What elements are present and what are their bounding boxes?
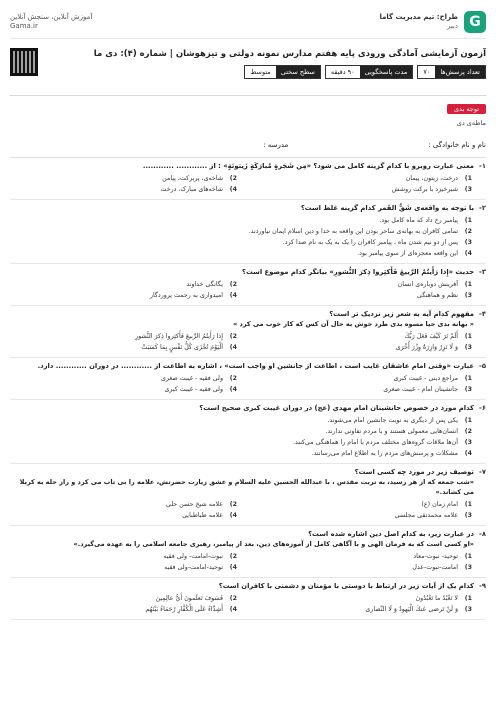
answer-option[interactable] <box>245 551 472 562</box>
option-number: 4) <box>229 564 237 571</box>
option-text: وَ لَا تَزِرُ وَازِرَةٌ وِزْرَ أُخْرَى <box>395 344 458 351</box>
question-text: کدام یک از آیات زیر در ارتباط با دوستی با مؤمنان و دشمنی با کافران است؟ <box>218 582 474 590</box>
answer-option[interactable] <box>245 173 472 184</box>
answer-option[interactable] <box>10 373 237 384</box>
option-text: علامه محمدتقی مجلسی <box>394 512 458 519</box>
question-quote: «او کسی است که به فرمان الهی و با آگاهی کامل از آموزه‌های دین، بعد از پیامبر، رهبری جامعه اسلامی را به عهده می‌گیرد.» <box>73 540 474 548</box>
answer-option[interactable] <box>10 173 237 184</box>
option-number: 2) <box>229 281 237 288</box>
option-text: پس از دو نیم شدن ماه ، پیامبر کافران را یک به یک به نام صدا کرد. <box>282 239 458 246</box>
option-number: 4) <box>229 344 237 351</box>
option-text: انسان‌هایی معمولی هستند و با مردم تفاوتی ندارند. <box>325 428 458 435</box>
question-text: در عبارت زیر، به کدام اصل دین اشاره شده است؟ <box>308 530 474 538</box>
option-text: علامه طباطبایی <box>182 512 223 519</box>
answer-option[interactable] <box>10 384 237 395</box>
answer-option[interactable] <box>245 604 472 615</box>
gama-logo-icon: G <box>464 11 486 33</box>
question-item <box>10 264 486 306</box>
option-list <box>10 331 486 353</box>
question-number: ۷- <box>479 468 486 476</box>
question-text: عبارت «وقتی امام عاشقان غایب است ، اطاعت از جانشین او واجب است» ، اشاره به اطاعت از ............ در دوران ............ دارد. <box>37 362 474 370</box>
academy-line1: آموزش آنلاین، سنجش آنلاین <box>10 13 93 21</box>
question-item <box>10 158 486 200</box>
question-item <box>10 200 486 264</box>
option-number: 3) <box>464 186 472 193</box>
question-item <box>10 358 486 400</box>
academy-info <box>10 13 92 31</box>
option-text: ولی فقیه - غیبت صغری <box>160 375 223 382</box>
option-number: 4) <box>229 186 237 193</box>
answer-option[interactable] <box>10 279 237 290</box>
option-text: یگانگی خداوند <box>186 281 223 288</box>
answer-option[interactable] <box>10 604 237 615</box>
question-number: ۵- <box>479 362 486 370</box>
question-quote: « بهانه بدی حیا مسوه بدی طرد خوش به حال آن کس که کار خوب می کرد » <box>233 320 474 328</box>
option-text: اَلْيَوْمَ تُجْزَى كُلُّ نَفْسٍ بِمَا كَسَبَتْ <box>141 344 223 351</box>
option-number: 1) <box>464 595 472 602</box>
option-text: أَشِدَّاءُ عَلَى الْكُفَّارِ رُحَمَاءُ بَيْنَهُم <box>145 606 223 613</box>
option-text: شاخه‌ی، پربرکت، پیامن <box>162 175 223 182</box>
option-list <box>10 215 486 259</box>
option-text: مراجع دینی - غیبت کبری <box>393 375 458 382</box>
option-number: 1) <box>464 175 472 182</box>
option-text: جانشینان امام - غیبت صغری <box>383 386 458 393</box>
option-number: 3) <box>464 292 472 299</box>
option-number: 4) <box>464 250 472 257</box>
option-text: توحید-امامت-ولی فقیه <box>164 564 223 571</box>
option-text: امیدواری به رحمت پروردگار <box>149 292 223 299</box>
exam-title: آزمون آزمایشی آمادگی ورودی پایه هفتم مدارس نمونه دولتی و تیزهوشان | شماره (۴): دی ما <box>93 49 486 59</box>
divider <box>10 95 486 96</box>
option-number: 3) <box>464 439 472 446</box>
note-badge: توجه بدی <box>447 104 486 114</box>
tag-difficulty: سطح سختی متوسط <box>244 65 320 79</box>
answer-option[interactable] <box>245 499 472 510</box>
option-list <box>10 593 486 615</box>
question-item <box>10 464 486 526</box>
answer-option[interactable] <box>245 562 472 573</box>
answer-option[interactable] <box>245 342 472 353</box>
tag-question-count: تعداد پرسش‌ها ۷۰ <box>417 65 486 79</box>
answer-option[interactable] <box>10 248 472 259</box>
option-text: فَسَوفَ تَعلَمونَ أَيُّ عالِمِينَ <box>155 595 223 602</box>
question-item <box>10 400 486 464</box>
option-text: وَ لَنْ تَرضى عَنكَ الْيَهودُ وَ لَا النَّصارى <box>365 606 458 613</box>
option-number: 1) <box>464 553 472 560</box>
answer-option[interactable] <box>10 437 472 448</box>
question-item <box>10 578 486 620</box>
option-text: امام زمان (ع) <box>421 501 458 508</box>
option-list <box>10 499 486 521</box>
option-text: نظم و هماهنگی <box>417 292 458 299</box>
answer-option[interactable] <box>10 342 237 353</box>
option-number: 4) <box>464 450 472 457</box>
school-label: مدرسه : <box>263 141 289 149</box>
option-number: 3) <box>464 239 472 246</box>
option-list <box>10 415 486 459</box>
option-number: 2) <box>229 595 237 602</box>
option-text: أَلَمْ تَرَ كَيْفَ فَعَلَ رَبُّكَ <box>404 333 458 340</box>
option-text: ولی فقیه - غیبت کبری <box>164 386 223 393</box>
option-text: علامه شیخ حسن حلی <box>165 501 223 508</box>
option-number: 2) <box>464 228 472 235</box>
option-number: 1) <box>464 375 472 382</box>
option-text: شاخه‌های مبارک، درخت <box>160 186 223 193</box>
student-info <box>10 141 486 158</box>
option-number: 3) <box>464 512 472 519</box>
answer-option[interactable] <box>245 331 472 342</box>
answer-option[interactable] <box>245 290 472 301</box>
option-list <box>10 173 486 195</box>
option-number: 3) <box>464 564 472 571</box>
option-number: 2) <box>229 501 237 508</box>
answer-option[interactable] <box>10 499 237 510</box>
option-list <box>10 373 486 395</box>
option-number: 3) <box>464 606 472 613</box>
option-list <box>10 551 486 573</box>
answer-option[interactable] <box>10 226 472 237</box>
question-text: کدام مورد در خصوص جانشینان امام مهدی (عج) در دوران غیبت کبری صحیح است؟ <box>199 404 474 412</box>
option-number: 2) <box>229 175 237 182</box>
answer-option[interactable] <box>245 184 472 195</box>
answer-option[interactable] <box>10 510 237 521</box>
answer-option[interactable] <box>10 426 472 437</box>
answer-option[interactable] <box>10 448 472 459</box>
question-text: مفهوم کدام آیه به شعر زیر نزدیک تر است؟ <box>329 310 474 318</box>
option-text: این واقعه معجزه‌ای از سوی پیامبر بود. <box>357 250 458 257</box>
answer-option[interactable] <box>10 551 237 562</box>
question-text: حدیث «إِذا رَأَيتُمُ الرَّبيعَ فَأَكثِروا ذِكرَ النُّشورِ» بیانگر کدام موضوع است؟ <box>242 268 474 276</box>
option-number: 1) <box>464 417 472 424</box>
option-text: پیامبر رخ داد که ماه کامل بود. <box>379 217 458 224</box>
note-text: ماطه‌ی دی <box>456 119 486 127</box>
option-text: آن‌ها ملاقات گروه‌های مختلف مردم با امام را هماهنگی می‌کنند. <box>292 439 458 446</box>
option-number: 3) <box>464 386 472 393</box>
answer-option[interactable] <box>10 415 472 426</box>
option-number: 1) <box>464 333 472 340</box>
answer-option[interactable] <box>10 237 472 248</box>
option-number: 2) <box>229 333 237 340</box>
option-number: 2) <box>464 428 472 435</box>
option-number: 2) <box>229 375 237 382</box>
answer-option[interactable] <box>245 384 472 395</box>
answer-option[interactable] <box>10 184 237 195</box>
qr-code-icon[interactable] <box>10 48 38 76</box>
question-list <box>10 158 486 620</box>
answer-option[interactable] <box>10 215 472 226</box>
answer-option[interactable] <box>245 279 472 290</box>
question-number: ۹- <box>479 582 486 590</box>
option-text: درخت، زیتون، پیمان <box>405 175 458 182</box>
option-list <box>10 279 486 301</box>
answer-option[interactable] <box>245 510 472 521</box>
question-text: با توجه به واقعه‌ی شَقُّ القَمر کدام گزینه غلط است؟ <box>300 204 474 212</box>
answer-option[interactable] <box>245 593 472 604</box>
option-text: امامت-نبوت-عدل <box>412 564 458 571</box>
brand-sub: دبیر <box>446 22 458 30</box>
option-text: یکی پس از دیگری به نوبت جانشین امام می‌شوند. <box>327 417 458 424</box>
answer-option[interactable] <box>10 331 237 342</box>
answer-option[interactable] <box>10 593 237 604</box>
option-number: 4) <box>229 386 237 393</box>
question-text: توصیف زیر در مورد چه کسی است؟ <box>354 468 474 476</box>
question-number: ۲- <box>479 204 486 212</box>
option-text: إِذا رَأَيتُمُ الرَّبيعَ فَأَكثِروا ذِكرَ النُّشورِ <box>135 333 223 340</box>
option-number: 1) <box>464 217 472 224</box>
question-number: ۸- <box>479 530 486 538</box>
question-text: معنی عبارت روبرو با کدام گزینه کامل می شود؟ «مِن شَجَرةٍ مُبارَكَةٍ زَيتونَةٍ» : از ............ ............ <box>142 162 474 170</box>
question-number: ۱- <box>479 162 486 170</box>
option-number: 2) <box>229 553 237 560</box>
question-item <box>10 526 486 578</box>
page-header <box>10 6 486 39</box>
answer-option[interactable] <box>10 562 237 573</box>
option-number: 3) <box>464 344 472 351</box>
answer-option[interactable] <box>245 373 472 384</box>
academy-line2[interactable]: Gama.ir <box>10 22 38 30</box>
option-text: شیرخیزد با برکت روشش <box>391 186 458 193</box>
option-text: مشکلات و پرسش‌های مردم را به اطلاع امام می‌رسانند. <box>311 450 458 457</box>
option-number: 4) <box>229 512 237 519</box>
exam-meta <box>50 65 486 79</box>
question-quote: «شب جمعه که از هر رسید، به تربت مقدس ، با عبدالله الحسین علیه السلام و عشق زیارت حضرتش، علامه را بی تاب می کرد و راز حله به کربلا می کشاند.» <box>19 478 474 496</box>
question-number: ۴- <box>479 310 486 318</box>
tag-duration: مدت پاسخگویی ۹۰ دقیقه <box>325 65 413 79</box>
option-text: تمامی کافران به بهانه‌ی ساحر بودن این واقعه به خدا و دین اسلام ایمان نیاوردند. <box>248 228 458 235</box>
option-number: 4) <box>229 606 237 613</box>
option-text: آفرینش دوباره‌ی انسان <box>397 281 458 288</box>
answer-option[interactable] <box>10 290 237 301</box>
option-number: 4) <box>229 292 237 299</box>
option-number: 1) <box>464 281 472 288</box>
question-number: ۶- <box>479 404 486 412</box>
option-number: 1) <box>464 501 472 508</box>
question-item <box>10 306 486 358</box>
brand-name: طراح: تیم مدیریت گاما <box>379 13 458 21</box>
question-number: ۳- <box>479 268 486 276</box>
option-text: نبوت-امامت- ولی فقیه <box>163 553 223 560</box>
option-text: لا تَعْبُدُ ما تَعْبُدُونَ <box>415 595 458 602</box>
brand <box>379 11 486 33</box>
name-label: نام و نام خانوادگی : <box>428 141 486 149</box>
option-text: توحید- نبوت-معاد <box>413 553 458 560</box>
